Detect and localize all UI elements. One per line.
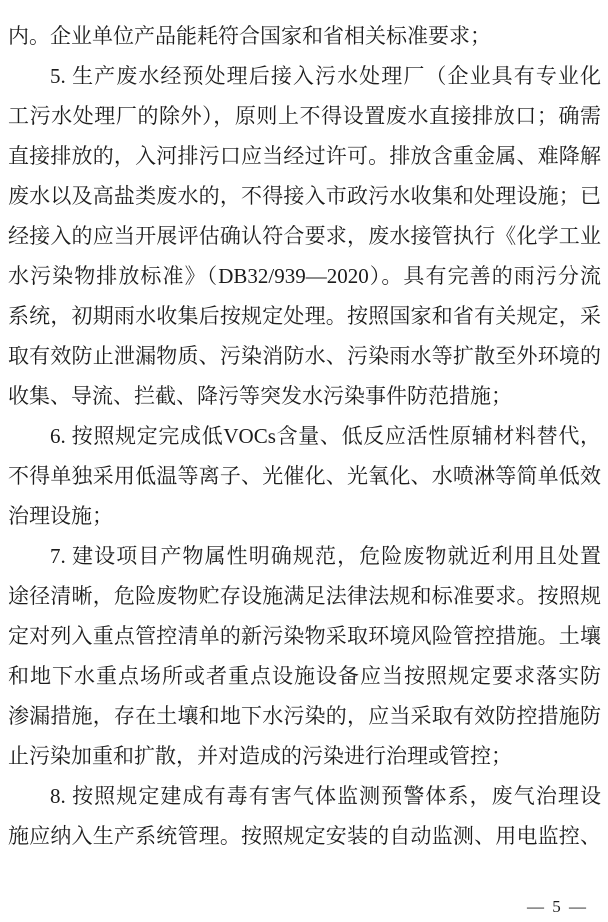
text-line: 定对列入重点管控清单的新污染物采取环境风险管控措施。土壤 — [8, 624, 601, 648]
text-line-item-7-start: 7. 建设项目产物属性明确规范，危险废物就近利用且处置 — [50, 544, 601, 568]
text-line: 施应纳入生产系统管理。按照规定安装的自动监测、用电监控、 — [8, 824, 601, 848]
text-line: 内。企业单位产品能耗符合国家和省相关标准要求； — [8, 24, 491, 48]
text-line: 系统，初期雨水收集后按规定处理。按照国家和省有关规定，采 — [8, 304, 601, 328]
text-line-item-6-start: 6. 按照规定完成低VOCs含量、低反应活性原辅材料替代， — [50, 424, 601, 448]
page-number: — 5 — — [527, 897, 588, 916]
text-line: 不得单独采用低温等离子、光催化、光氧化、水喷淋等简单低效 — [8, 464, 601, 488]
text-line: 治理设施； — [8, 504, 113, 528]
text-line: 工污水处理厂的除外），原则上不得设置废水直接排放口；确需 — [8, 104, 601, 128]
text-line: 取有效防止泄漏物质、污染消防水、污染雨水等扩散至外环境的 — [8, 344, 601, 368]
text-line: 渗漏措施，存在土壤和地下水污染的，应当采取有效防控措施防 — [8, 704, 601, 728]
text-line: 废水以及高盐类废水的，不得接入市政污水收集和处理设施；已 — [8, 184, 601, 208]
text-line: 经接入的应当开展评估确认符合要求，废水接管执行《化学工业 — [8, 224, 601, 248]
text-line: 收集、导流、拦截、降污等突发水污染事件防范措施； — [8, 384, 512, 408]
document-body — [8, 16, 601, 856]
text-line: 和地下水重点场所或者重点设施设备应当按照规定要求落实防 — [8, 664, 601, 688]
text-line: 直接排放的，入河排污口应当经过许可。排放含重金属、难降解 — [8, 144, 601, 168]
text-line: 途径清晰，危险废物贮存设施满足法律法规和标准要求。按照规 — [8, 584, 601, 608]
text-line: 止污染加重和扩散，并对造成的污染进行治理或管控； — [8, 744, 512, 768]
page-footer — [527, 896, 588, 918]
text-line: 水污染物排放标准》（DB32/939—2020）。具有完善的雨污分流 — [8, 264, 601, 288]
text-line-item-8-start: 8. 按照规定建成有毒有害气体监测预警体系，废气治理设 — [50, 784, 601, 808]
text-line-item-5-start: 5. 生产废水经预处理后接入污水处理厂（企业具有专业化 — [50, 64, 601, 88]
